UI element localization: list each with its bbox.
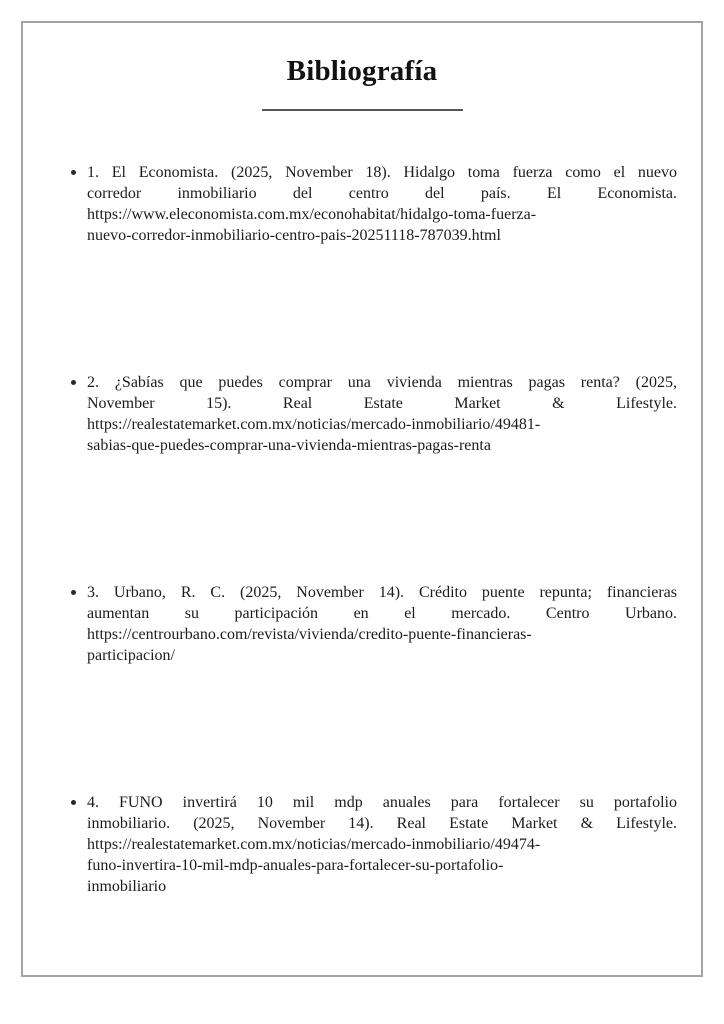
- reference-item-3: [87, 582, 677, 666]
- reference-url-line: https://www.eleconomista.com.mx/econohabitat/hidalgo-toma-fuerza-: [87, 206, 537, 223]
- reference-item-2: [87, 372, 677, 456]
- reference-url-line: https://realestatemarket.com.mx/noticias/mercado-inmobiliario/49474-: [87, 836, 541, 853]
- reference-text-line: 3. Urbano, R. C. (2025, November 14). Crédito puente repunta; financieras: [87, 584, 677, 601]
- reference-url-line: nuevo-corredor-inmobiliario-centro-pais-20251118-787039.html: [87, 227, 501, 244]
- reference-url-line: inmobiliario: [87, 878, 167, 895]
- reference-item-4: [87, 792, 677, 897]
- reference-text-line: 1. El Economista. (2025, November 18). Hidalgo toma fuerza como el nuevo: [87, 164, 677, 181]
- page-border-frame: [21, 21, 703, 977]
- reference-url-line: https://centrourbano.com/revista/vivienda/credito-puente-financieras-: [87, 626, 532, 643]
- reference-url-line: funo-invertira-10-mil-mdp-anuales-para-fortalecer-su-portafolio-: [87, 857, 504, 874]
- reference-url-line: https://realestatemarket.com.mx/noticias/mercado-inmobiliario/49481-: [87, 416, 541, 433]
- reference-text-line: 2. ¿Sabías que puedes comprar una vivienda mientras pagas renta? (2025,: [87, 374, 677, 391]
- bibliography-list: [23, 162, 677, 897]
- title-divider: [262, 109, 463, 111]
- page-title: Bibliografía: [286, 55, 438, 87]
- reference-text-line: 4. FUNO invertirá 10 mil mdp anuales para fortalecer su portafolio: [87, 794, 677, 811]
- reference-url-line: sabias-que-puedes-comprar-una-vivienda-mientras-pagas-renta: [87, 437, 491, 454]
- reference-text-line: inmobiliario. (2025, November 14). Real Estate Market & Lifestyle.: [87, 815, 677, 832]
- reference-text-line: November 15). Real Estate Market & Lifestyle.: [87, 395, 677, 412]
- reference-text-line: aumentan su participación en el mercado. Centro Urbano.: [87, 605, 677, 622]
- reference-item-1: [87, 162, 677, 246]
- reference-text-line: corredor inmobiliario del centro del país. El Economista.: [87, 185, 677, 202]
- reference-url-line: participacion/: [87, 647, 175, 664]
